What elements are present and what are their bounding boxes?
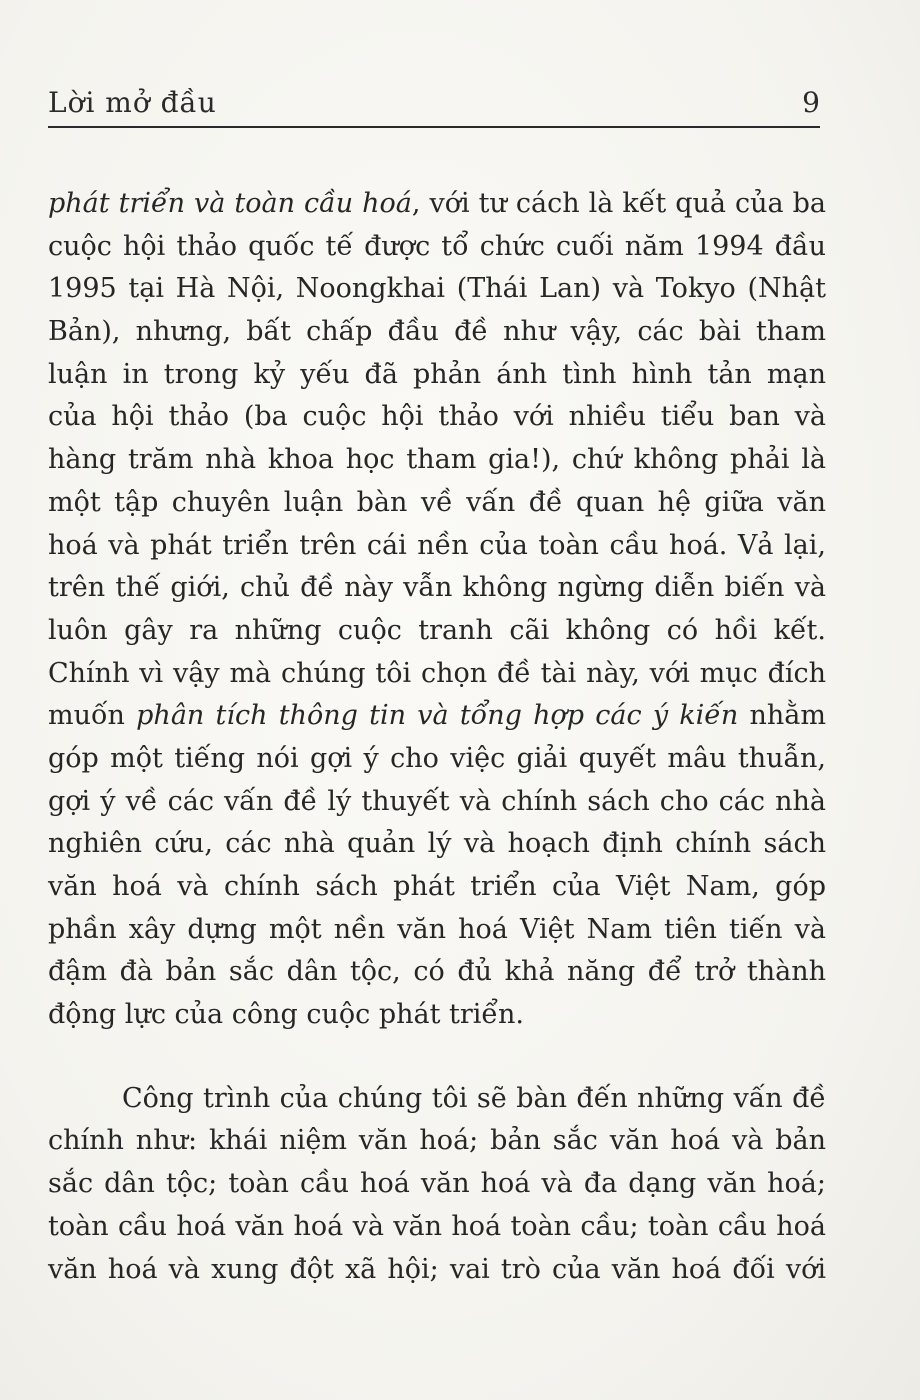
- text-line: [48, 1163, 826, 1206]
- italic-text: phân tích thông tin và tổng hợp các ý kiến: [136, 700, 739, 732]
- text-run: luận in trong kỷ yếu đã phản ánh tình hình tản mạn: [48, 358, 826, 390]
- text-line: [48, 1249, 826, 1292]
- text-line: [48, 183, 826, 226]
- italic-text: phát triển và toàn cầu hoá: [48, 188, 412, 219]
- text-line: [48, 525, 826, 568]
- text-line: [48, 909, 826, 952]
- running-header: [48, 86, 820, 128]
- text-run: một tập chuyên luận bàn về vấn đề quan hệ giữa văn: [48, 486, 826, 518]
- text-line: [48, 482, 826, 525]
- chapter-title: Lời mở đầu: [48, 86, 217, 119]
- text-run: 1995 tại Hà Nội, Noongkhai (Thái Lan) và Tokyo (Nhật: [48, 273, 826, 305]
- text-line: [48, 226, 826, 269]
- text-line: [48, 354, 826, 397]
- text-run: Công trình của chúng tôi sẽ bàn đến những vấn đề: [122, 1082, 826, 1114]
- text-line: [48, 396, 826, 439]
- text-run: chính như: khái niệm văn hoá; bản sắc văn hoá và bản: [48, 1125, 826, 1157]
- text-run: góp một tiếng nói gợi ý cho việc giải quyết mâu thuẫn,: [48, 742, 826, 774]
- text-line: [48, 1078, 826, 1121]
- text-run: hàng trăm nhà khoa học tham gia!), chứ không phải là: [48, 444, 826, 476]
- text-run: Chính vì vậy mà chúng tôi chọn đề tài này, với mục đích: [48, 657, 826, 689]
- text-line: [48, 653, 826, 696]
- text-run: gợi ý về các vấn đề lý thuyết và chính sách cho các nhà: [48, 785, 826, 817]
- text-run: trên thế giới, chủ đề này vẫn không ngừng diễn biến và: [48, 572, 826, 604]
- text-run: văn hoá và chính sách phát triển của Việt Nam, góp: [48, 871, 826, 902]
- text-line: [48, 866, 826, 909]
- page-number: 9: [802, 86, 820, 119]
- text-line: [48, 823, 826, 866]
- text-line: [48, 439, 826, 482]
- text-line: [48, 610, 826, 653]
- text-run: động lực của công cuộc phát triển.: [48, 999, 524, 1031]
- text-run: đậm đà bản sắc dân tộc, có đủ khả năng để trở thành: [48, 956, 826, 988]
- paragraph: [48, 183, 826, 1037]
- text-run: toàn cầu hoá văn hoá và văn hoá toàn cầu; toàn cầu hoá: [48, 1210, 826, 1242]
- text-run: nhằm: [738, 700, 827, 732]
- text-run: của hội thảo (ba cuộc hội thảo với nhiều tiểu ban và: [48, 401, 826, 433]
- text-line: [48, 1206, 826, 1249]
- text-line: [48, 994, 826, 1037]
- text-run: cuộc hội thảo quốc tế được tổ chức cuối năm 1994 đầu: [48, 230, 826, 262]
- text-line: [48, 781, 826, 824]
- text-line: [48, 951, 826, 994]
- text-run: sắc dân tộc; toàn cầu hoá văn hoá và đa dạng văn hoá;: [48, 1168, 826, 1200]
- text-line: [48, 1120, 826, 1163]
- body-text: [48, 183, 826, 1291]
- text-run: hoá và phát triển trên cái nền của toàn cầu hoá. Vả lại,: [48, 529, 826, 561]
- text-line: [48, 567, 826, 610]
- text-run: nghiên cứu, các nhà quản lý và hoạch định chính sách: [48, 828, 826, 860]
- paragraph-gap: [48, 1037, 826, 1078]
- text-line: [48, 695, 826, 738]
- text-run: văn hoá và xung đột xã hội; vai trò của văn hoá đối với: [48, 1253, 826, 1285]
- paragraph: [48, 1078, 826, 1291]
- text-run: Bản), nhưng, bất chấp đầu đề như vậy, các bài tham: [48, 316, 826, 348]
- text-line: [48, 311, 826, 354]
- text-line: [48, 268, 826, 311]
- text-run: luôn gây ra những cuộc tranh cãi không có hồi kết.: [48, 614, 826, 646]
- text-run: , với tư cách là kết quả của ba: [411, 188, 826, 219]
- text-line: [48, 738, 826, 781]
- text-run: phần xây dựng một nền văn hoá Việt Nam tiên tiến và: [48, 913, 826, 945]
- text-run: muốn: [48, 700, 137, 732]
